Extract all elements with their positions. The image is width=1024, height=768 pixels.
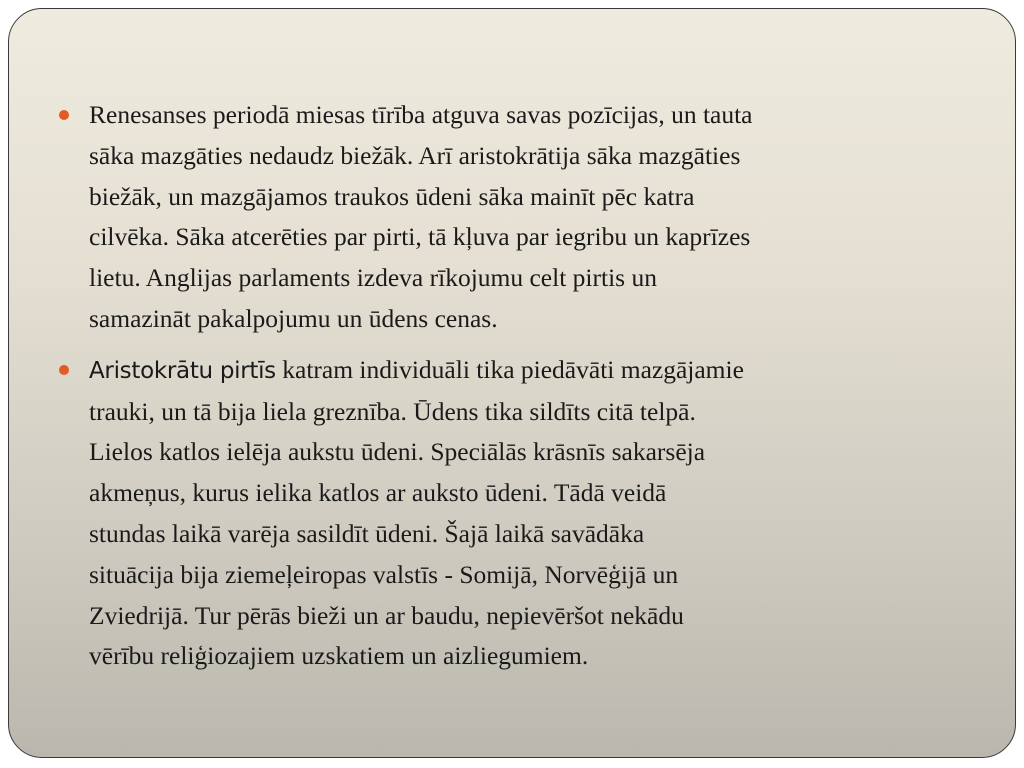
bullet-text-body: Renesanses periodā miesas tīrība atguva savas pozīcijas, un tauta sāka mazgāties nedaudz biežāk. Arī aristokrātija sāka mazgāties biežāk, un mazgājamos traukos ūdeni sāka mainīt pēc katra cilvēka. Sāka atcerēties par pirti, tā kļuva par iegribu un kaprīzes lietu. Anglijas parlaments izdeva rīkojumu celt pirtis un samazināt pakalpojumu un ūdens cenas. bbox=[89, 100, 753, 333]
bullet-item-renaissance bbox=[59, 95, 959, 340]
bullet-item-aristocrat-baths bbox=[59, 350, 959, 677]
bullet-text bbox=[89, 350, 959, 677]
bullet-dot-icon bbox=[59, 110, 69, 120]
bullet-text-body: katram individuāli tika piedāvāti mazgājamie trauki, un tā bija liela greznība. Ūdens tika sildīts citā telpā. Lielos katlos ielēja aukstu ūdeni. Speciālās krāsnīs sakarsēja akmeņus, kurus ielika katlos ar auksto ūdeni. Tādā veidā stundas laikā varēja sasildīt ūdeni. Šajā laikā savādāka situācija bija ziemeļeiropas valstīs - Somijā, Norvēģijā un Zviedrijā. Tur pērās bieži un ar baudu, nepievēršot nekādu vērību reliģiozajiem uzskatiem un aizliegumiem. bbox=[89, 354, 744, 671]
slide-frame bbox=[8, 8, 1016, 758]
bullet-dot-icon bbox=[59, 365, 69, 375]
slide-body bbox=[59, 95, 959, 687]
bullet-text bbox=[89, 95, 959, 340]
bullet-lead-phrase: Aristokrātu pirtīs bbox=[89, 357, 276, 384]
